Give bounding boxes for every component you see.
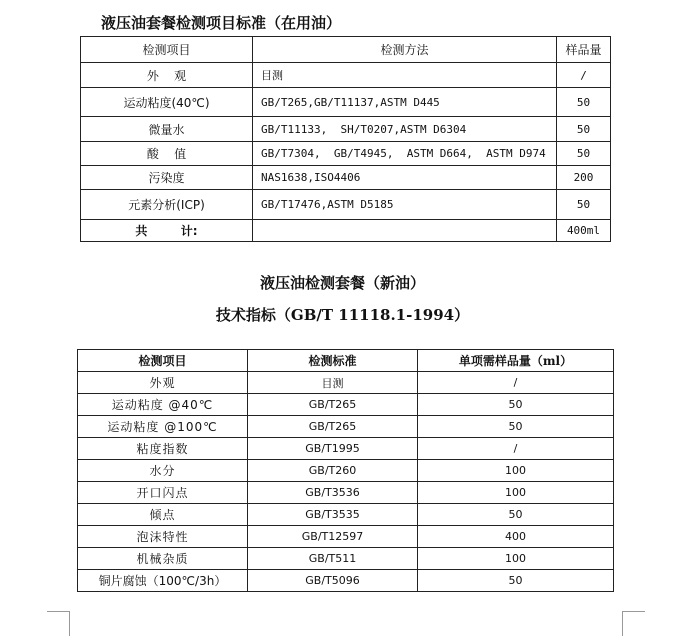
cell-qty: / xyxy=(557,63,611,88)
table-row xyxy=(78,504,614,526)
cell-item: 泡沫特性 xyxy=(78,526,248,548)
total-qty: 400ml xyxy=(557,220,611,242)
cell-method: GB/T7304, GB/T4945, ASTM D664, ASTM D974 xyxy=(253,142,557,166)
cell-qty: 50 xyxy=(557,88,611,117)
cell-item: 倾点 xyxy=(78,504,248,526)
page-corner-mark-left xyxy=(47,611,70,636)
table-row xyxy=(78,438,614,460)
cell-qty: 100 xyxy=(418,460,614,482)
cell-qty: 50 xyxy=(557,190,611,220)
table-row xyxy=(81,63,611,88)
table-row xyxy=(78,482,614,504)
cell-item: 水分 xyxy=(78,460,248,482)
cell-method: GB/T11133, SH/T0207,ASTM D6304 xyxy=(253,117,557,142)
table-row xyxy=(78,526,614,548)
cell-item: 粘度指数 xyxy=(78,438,248,460)
header-std: 检测标准 xyxy=(248,350,418,372)
new-oil-heading: 液压油检测套餐（新油） xyxy=(259,274,425,292)
cell-std: GB/T1995 xyxy=(248,438,418,460)
cell-method: 目测 xyxy=(253,63,557,88)
new-oil-table xyxy=(77,349,614,592)
header-method: 检测方法 xyxy=(253,37,557,63)
cell-item: 运动粘度(40℃) xyxy=(81,88,253,117)
header-qty: 单项需样品量（ml） xyxy=(418,350,614,372)
total-row xyxy=(81,220,611,242)
table-row xyxy=(78,394,614,416)
cell-item: 污染度 xyxy=(81,166,253,190)
cell-qty: 50 xyxy=(418,570,614,592)
header-item: 检测项目 xyxy=(81,37,253,63)
cell-method: GB/T265,GB/T11137,ASTM D445 xyxy=(253,88,557,117)
cell-qty: 100 xyxy=(418,548,614,570)
table-row xyxy=(81,117,611,142)
table-row xyxy=(78,548,614,570)
cell-std: GB/T3535 xyxy=(248,504,418,526)
table-row xyxy=(81,190,611,220)
cell-qty: / xyxy=(418,438,614,460)
cell-std: GB/T265 xyxy=(248,416,418,438)
header-item: 检测项目 xyxy=(78,350,248,372)
cell-std: GB/T5096 xyxy=(248,570,418,592)
table-row xyxy=(81,142,611,166)
cell-item: 外 观 xyxy=(81,63,253,88)
cell-std: 目测 xyxy=(248,372,418,394)
table-row xyxy=(81,88,611,117)
table-row xyxy=(78,372,614,394)
cell-qty: 50 xyxy=(557,142,611,166)
table-header-row xyxy=(81,37,611,63)
cell-std: GB/T12597 xyxy=(248,526,418,548)
cell-qty: 50 xyxy=(418,416,614,438)
cell-item: 运动粘度 @100℃ xyxy=(78,416,248,438)
table-row xyxy=(78,460,614,482)
cell-item: 铜片腐蚀（100℃/3h） xyxy=(78,570,248,592)
cell-qty: 50 xyxy=(418,394,614,416)
in-use-oil-table xyxy=(80,36,611,242)
cell-method: NAS1638,ISO4406 xyxy=(253,166,557,190)
cell-item: 外观 xyxy=(78,372,248,394)
cell-std: GB/T265 xyxy=(248,394,418,416)
table-row xyxy=(81,166,611,190)
cell-qty: 200 xyxy=(557,166,611,190)
cell-method: GB/T17476,ASTM D5185 xyxy=(253,190,557,220)
cell-std: GB/T3536 xyxy=(248,482,418,504)
cell-item: 酸 值 xyxy=(81,142,253,166)
table1-title: 液压油套餐检测项目标准（在用油） xyxy=(101,14,342,32)
cell-std: GB/T511 xyxy=(248,548,418,570)
header-qty: 样品量 xyxy=(557,37,611,63)
cell-item: 开口闪点 xyxy=(78,482,248,504)
total-method xyxy=(253,220,557,242)
table-row xyxy=(78,570,614,592)
cell-qty: 400 xyxy=(418,526,614,548)
page-corner-mark-right xyxy=(622,611,645,636)
cell-item: 元素分析(ICP) xyxy=(81,190,253,220)
table-header-row xyxy=(78,350,614,372)
table-row xyxy=(78,416,614,438)
total-label: 共 计: xyxy=(81,220,253,242)
cell-qty: / xyxy=(418,372,614,394)
cell-std: GB/T260 xyxy=(248,460,418,482)
cell-qty: 100 xyxy=(418,482,614,504)
cell-item: 运动粘度 @40℃ xyxy=(78,394,248,416)
cell-qty: 50 xyxy=(557,117,611,142)
tech-spec-heading: 技术指标（GB/T 11118.1-1994） xyxy=(215,306,470,324)
cell-qty: 50 xyxy=(418,504,614,526)
cell-item: 机械杂质 xyxy=(78,548,248,570)
cell-item: 微量水 xyxy=(81,117,253,142)
